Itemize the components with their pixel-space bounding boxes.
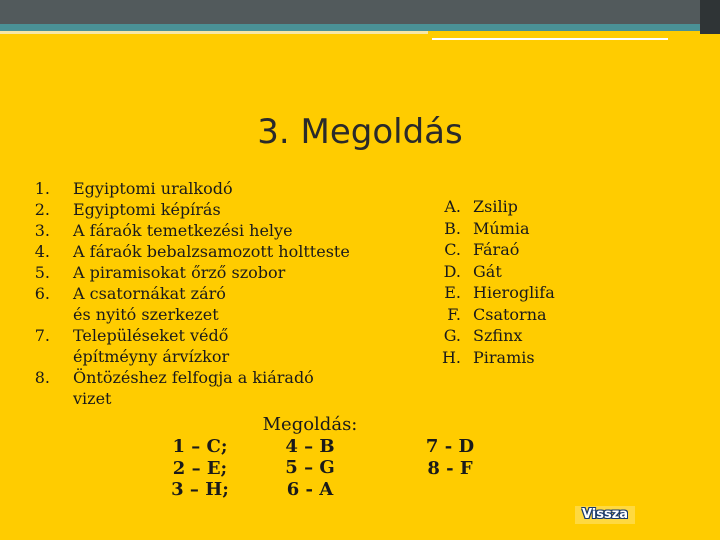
answer-letter: E. [444, 283, 461, 302]
question-item [16, 241, 356, 262]
question-item [16, 262, 356, 283]
answer-letter: C. [444, 240, 461, 259]
solution-pair: 2 – E; [172, 457, 228, 479]
answer-text: Csatorna [473, 304, 547, 324]
back-button[interactable]: Vissza [575, 506, 635, 524]
question-text: Egyiptomi uralkodó [73, 179, 233, 198]
answer-text: Gát [473, 261, 502, 281]
solution-column-2 [240, 414, 380, 500]
solution-pair: 6 - A [286, 478, 334, 500]
question-item [16, 199, 356, 220]
solution-pair: 4 – B [285, 435, 335, 457]
question-text: Településeket védő építméyny árvízkor [73, 326, 230, 366]
slide-title: 3. Megoldás [257, 112, 463, 152]
question-number: 6. [34, 284, 50, 303]
answer-text: Zsilip [473, 197, 518, 216]
top-gray-band [0, 0, 700, 24]
answer-item [420, 282, 600, 304]
top-decoration-bar [0, 0, 720, 40]
question-text: Egyiptomi képírás [73, 200, 221, 219]
top-white-line [432, 38, 668, 40]
question-item [16, 367, 356, 409]
solution-pair: 7 - D [425, 436, 475, 457]
answer-item [420, 325, 600, 347]
question-item [16, 220, 356, 241]
answer-item [420, 239, 600, 261]
question-item [16, 283, 356, 325]
question-number: 8. [34, 368, 50, 387]
solution-pair: 8 - F [427, 457, 473, 479]
question-item [16, 178, 356, 199]
top-corner-block [700, 0, 720, 34]
question-text: A fáraók bebalzsamozott holtteste [73, 242, 350, 261]
answer-item [420, 218, 600, 240]
answer-list [420, 196, 600, 368]
answer-text: Hieroglifa [473, 283, 555, 302]
answer-text: Fáraó [473, 240, 520, 259]
question-number: 3. [34, 221, 50, 240]
question-number: 7. [34, 326, 50, 345]
question-text: A csatornákat záró és nyitó szerkezet [73, 284, 226, 324]
solution-pair: 5 – G [285, 457, 335, 478]
answer-letter: G. [443, 326, 461, 345]
question-number: 5. [34, 263, 50, 282]
solution-pair: 3 – H; [171, 479, 229, 500]
answer-text: Szfinx [473, 326, 523, 345]
question-list [16, 178, 356, 409]
answer-letter: H. [441, 347, 461, 367]
question-item [16, 325, 356, 367]
question-text: A fáraók temetkezési helye [73, 221, 293, 240]
top-cream-line [0, 31, 428, 34]
answer-letter: F. [447, 304, 461, 324]
solution-pair: 1 – C; [172, 436, 228, 457]
answer-text: Múmia [473, 218, 530, 238]
answer-item [420, 347, 600, 369]
answer-item [420, 196, 600, 218]
answer-item [420, 261, 600, 283]
answer-letter: A. [444, 197, 461, 216]
solution-heading: Megoldás: [262, 414, 358, 435]
answer-item [420, 304, 600, 326]
question-text: Öntözéshez felfogja a kiáradó vizet [73, 368, 314, 408]
top-teal-band [0, 24, 700, 31]
answer-text: Piramis [473, 347, 535, 367]
question-text: A piramisokat őrző szobor [73, 263, 286, 282]
question-number: 4. [34, 242, 50, 261]
answer-letter: B. [444, 218, 461, 238]
question-number: 1. [34, 179, 50, 198]
solution-column-1 [150, 436, 250, 501]
question-number: 2. [34, 200, 50, 219]
answer-letter: D. [443, 261, 461, 281]
solution-column-3 [405, 436, 495, 479]
